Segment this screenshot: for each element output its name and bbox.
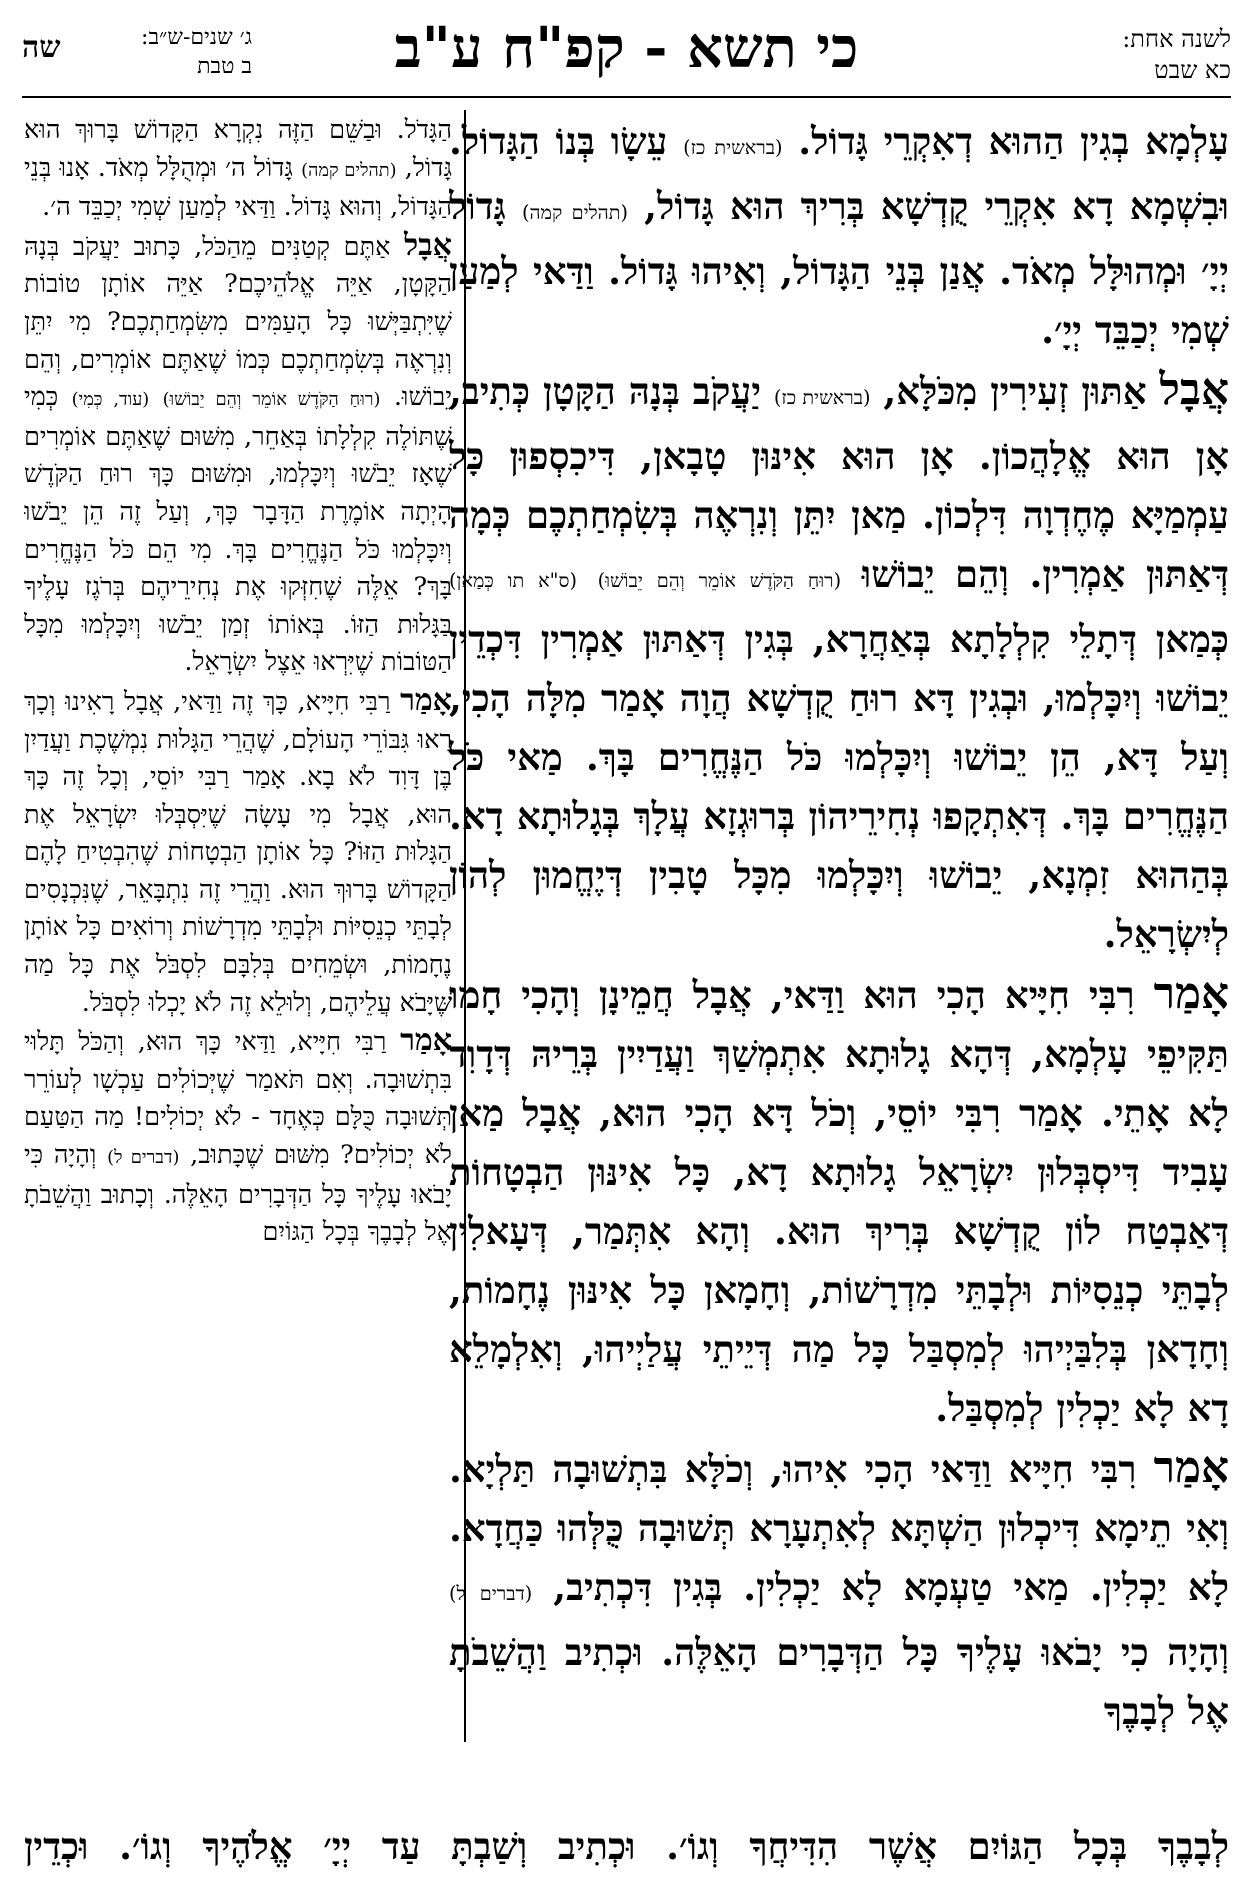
side-p2-lead: אֲבָל	[404, 227, 452, 263]
column-divider	[464, 110, 466, 1742]
main-p2-text3	[577, 552, 598, 596]
header-left-date: ב טבת	[197, 53, 252, 79]
side-p2-citation2: (עוד, כְּמִי)	[71, 389, 150, 411]
main-aramaic-column	[449, 112, 1229, 1742]
main-p3-text: רִבִּי חִיָּיא הָכִי הוּא וַדַּאי, אֲבָל חֲמֵינָן וְהָכִי חָמוּ תַּקִּיפֵי עָלְמָא, דְּהָא גָלוּתָא אִתְמְשַׁךְ וַעֲדַיִין בְּרֵיהּ דְּדָוִד לָא אָתֵי. אָמַר רִבִּי יוֹסֵי, וְכֹל דָּא הָכִי הוּא, אֲבָל מַאן עָבִיד דִּיסְבְּלוּן יִשְׂרָאֵל גָלוּתָא דָא, כָּל אִינּוּן הַבְטָחוֹת דְּאַבְטַח לוֹן קֻדְשָׁא בְּרִיךְ הוּא. וְהָא אִתְּמַר, דְּעָאלִין לְבָתֵּי כְנֵסִיּוֹת וּלְבָתֵּי מִדְרָשׁוֹת, וְחָמָאן כָּל אִינּוּן נֶחָמוֹת, וְחָדָאן בְּלִבַּיְיהוּ לְמִסְבַּל כָּל מַה דְּיֵיתֵי עֲלַיְיהוּ, וְאִלְמָלֵא דָא לָא יַכְלִין לְמִסְבַּל.	[449, 973, 1229, 1430]
main-p1-text2: עֵשָׂו בְּנוֹ הַגָּדוֹל. וּבִשְׁמָא דָא אִקְרֵי קֻדְשָׁא בְּרִיךְ הוּא גָּדוֹל,	[449, 119, 1229, 228]
main-p2-text4: כְּמַאן דְּתָלֵי קִלְלָתָא בְּאַחֲרָא, בְּגִין דְּאַתּוּן אַמְרִין דִּכְדֵין יֵבוֹשׁוּ וְיִכָּלְמוּ, וּבְגִין דָּא רוּחַ קֻדְשָׁא הֲוָה אָמַר מִלָּה הָכִי, וְעַל דָּא, הֵן יֵבוֹשׁוּ וְיִכָּלְמוּ כֹּל הַנֶּחֱרִים בָּךְ. מַאי כֹּל הַנֶּחֱרִים בָּךְ. דְּאִתְקָפוּ נְחִירֵיהוֹן בְּרוּגְזָא עֲלָךְ בְּגָלוּתָא דָא. בְּהַהוּא זִמְנָא, יֵבוֹשׁוּ וְיִכָּלְמוּ מִכָּל טָבִין דְּיֶחֱמוּן לְהוֹן לְיִשְׂרָאֵל.	[449, 617, 1229, 956]
main-p4-text: רִבִּי חִיָּיא וַדַּאי הָכִי אִיהוּ, וְכֹלָּא בִּתְשׁוּבָה תַּלְיָא. וְאִי תֵימָא דִּיכְלוּן הַשְׁתָּא לְאִתְעָרָא תְּשׁוּבָה כֻּלְּהוּ כַּחֲדָא. לָא יַכְלִין. מַאי טַעְמָא לָא יַכְלִין. בְּגִין דִּכְתִיב,	[449, 1447, 1229, 1609]
bottom-full-width-line: לְבָבֶךָ בְּכָל הַגּוֹיִם אֲשֶׁר הִדִּיחֲךָ וְגוֹ׳. וּכְתִיב וְשַׁבְתָּ עַד יְיָ׳ אֱלֹהֶיךָ וְגוֹ׳. וּכְדֵין	[24, 1824, 1229, 1868]
side-p1-citation: (תהלים קמה)	[301, 159, 397, 181]
main-p1-text3: גָּדוֹל יְיָ׳ וּמְהוּלָּל מְאֹד. אֲנַן בְּנֵי הַגָּדוֹל, וְאִיהוּ גָּדוֹל. וַדַּאי לְמַעַן שְׁמִי יְכַבֵּד יְיָ׳.	[449, 184, 1229, 352]
main-p2-citation: (בראשית כז)	[773, 386, 871, 409]
side-p1-text: הַגָּדֹל. וּבַשֵּׁם הַזֶּה נִקְרָא הַקָּדוֹשׁ בָּרוּךְ הוּא גָּדוֹל,	[24, 115, 452, 183]
side-p2-text3: כְּמִי שֶׁתּוֹלֶה קִלְלָתוֹ בְּאַחֵר, מִשּׁוּם שֶׁאַתֶּם אוֹמְרִים שֶׁאָז יֵבֹשׁוּ וְיִכָּלְמוּ, וּמִשּׁוּם כָּךְ רוּחַ הַקֹּדֶשׁ הָיְתָה אוֹמֶרֶת הַדָּבָר כָּךְ, וְעַל זֶה הֵן יֵבֹשׁוּ וְיִכָּלְמוּ כֹּל הַנֶּחֱרִים בָּךְ. מִי הֵם כֹּל הַנֶּחֱרִים בָּךְ? אֵלֶּה שֶׁחִזְּקוּ אֶת נְחִירֵיהֶם בְּרֹגֶז עָלֶיךָ בַּגָּלוּת הַזּוֹ. בְּאוֹתוֹ זְמַן יֵבֹשׁוּ וְיִכָּלְמוּ מִכָּל הַטּוֹבוֹת שֶׁיִּרְאוּ אֵצֶל יִשְׂרָאֵל.	[24, 382, 452, 678]
main-paragraph-4	[449, 1438, 1229, 1741]
main-p2-lead: אֲבָל	[1159, 364, 1229, 415]
main-p1-citation: (בראשית כז)	[683, 136, 783, 159]
main-p4-lead: אָמַר	[1153, 1442, 1229, 1493]
side-p2-citation: (רוּחַ הַקֹּדֶשׁ אוֹמֵר וְהֵם יֵבוֹשׁוּ)	[162, 389, 381, 411]
side-p3-text: רַבִּי חִיָּיא, כָּךְ זֶה וַדַּאי, אֲבָל רָאִינוּ וְכָךְ רָאוּ גִּבּוֹרֵי הָעוֹלָם, שֶׁהֲרֵי הַגָּלוּת נִמְשֶׁכֶת וַעֲדַיִן בֶּן דָּוִד לֹא בָא. אָמַר רַבִּי יוֹסֵי, וְכָל זֶה כָּךְ הוּא, אֲבָל מִי עָשָׂה שֶׁיִּסְבְּלוּ יִשְׂרָאֵל אֶת הַגָּלוּת הַזּוֹ? כָּל אוֹתָן הַבְטָחוֹת שֶׁהִבְטִיחַ לָהֶם הַקָּדוֹשׁ בָּרוּךְ הוּא. וַהֲרֵי זֶה נִתְבָּאֵר, שֶׁנִּכְנָסִים לְבָתֵּי כְנֵסִיּוֹת וּלְבָתֵּי מִדְרָשׁוֹת וְרוֹאִים כָּל אוֹתָן נֶחָמוֹת, וּשְׂמֵחִים בְּלִבָּם לִסְבֹּל אֶת כָּל מַה שֶּׁיָּבֹא עֲלֵיהֶם, וְלוּלֵא זֶה לֹא יָכְלוּ לִסְבֹּל.	[24, 686, 452, 1018]
header-rule	[22, 96, 1231, 98]
main-p2-text: אַתּוּן זְעִירִין מִכֹּלָּא,	[870, 369, 1160, 413]
side-paragraph-1	[24, 112, 452, 227]
main-p1-citation2: (תהלים קמה)	[521, 201, 628, 224]
side-p2-text: אַתֶּם קְטַנִּים מֵהַכֹּל, כָּתוּב יַעֲקֹב בְּנָהּ הַקָּטָן, אַיֵּה אֱלֹהֵיכֶם? אַיֵּה אוֹתָן טוֹבוֹת שֶׁיִּתְבַּיְּשׁוּ כָּל הָעַמִּים מִשִּׂמְחַתְכֶם? מִי יִתֵּן וְנִרְאֶה בְּשִׂמְחַתְכֶם כְּמוֹ שֶׁאַתֶּם אוֹמְרִים, וְהֵם יֵבוֹשׁוּ.	[24, 231, 452, 413]
main-p3-lead: אָמַר	[1153, 968, 1229, 1019]
side-p1-text2: גָּדוֹל ה׳ וּמְהֻלָּל מְאֹד. אָנוּ בְּנֵי הַגָּדוֹל, וְהוּא גָּדוֹל. וַדַּאי לְמַעַן שְׁמִי יְכַבֵּד ה׳.	[24, 152, 452, 223]
side-p4-lead: אָמַר	[400, 1023, 452, 1059]
header-date-one-year	[1041, 24, 1231, 86]
main-p2-citation2: (רוּחַ הַקֹּדֶשׁ אוֹמֵר וְהֵם יֵבוֹשׁוּ)	[597, 569, 842, 592]
header-left-label: ג׳ שנים-ש״ב:	[141, 25, 252, 50]
side-paragraph-3	[24, 682, 452, 1022]
main-paragraph-1	[449, 112, 1229, 360]
header-right-label: לשנה אחת:	[1122, 25, 1231, 53]
page-title: כי תשא - קפ"ח ע"ב	[394, 15, 859, 81]
header-right-date: כא שבט	[1154, 56, 1231, 85]
side-paragraph-2	[24, 227, 452, 682]
main-p2-text2: יַעֲקֹב בְּנָהּ הַקָּטָן כְּתִיב, אָן הוּא אֱלָהֲכוֹן. אָן הוּא אִינּוּן טָבָאן, דִּיכִסְפוּן כָּל עַמְמַיָּא מֶחֶדְוָה דִּלְכוֹן. מַאן יִתֵּן וְנִרְאֶה בְּשִׂמְחַתְכֶם כְּמָה דְּאַתּוּן אַמְרִין. וְהֵם יֵבוֹשׁוּ	[449, 369, 1229, 596]
main-p2-citation3: (ס"א תו כְּמַאן)	[449, 569, 577, 592]
main-paragraph-2	[449, 360, 1229, 964]
side-p4-text2: וְהָיָה כִּי יָבֹאוּ עָלֶיךָ כָּל הַדְּבָרִים הָאֵלֶּה. וְכָתוּב וַהֲשֵׁבֹתָ אֶל לְבָבֶךָ בְּכָל הַגּוֹיִם	[24, 1140, 452, 1248]
side-p2-text2	[149, 382, 162, 412]
main-p4-text2: וְהָיָה כִי יָבֹאוּ עָלֶיךָ כָּל הַדְּבָרִים הָאֵלֶּה. וּכְתִיב וַהֲשֵׁבֹתָ אֶל לְבָבֶךָ	[449, 1630, 1229, 1733]
header-left-meta	[72, 24, 252, 81]
side-paragraph-4	[24, 1022, 452, 1252]
main-paragraph-3	[449, 964, 1229, 1438]
side-p4-text: רַבִּי חִיָּיא, וַדַּאי כָּךְ הוּא, וְהַכֹּל תָּלוּי בִּתְשׁוּבָה. וְאִם תֹּאמַר שֶׁיְּכוֹלִים עַכְשָׁו לְעוֹרֵר תְּשׁוּבָה כֻּלָּם כְּאֶחָד - לֹא יְכוֹלִים! מַה הַטַּעַם לֹא יְכוֹלִים? מִשּׁוּם שֶׁכָּתוּב,	[24, 1027, 452, 1171]
main-p1-text: עָלְמָא בְגִין הַהוּא דְאִקְרֵי גָּדוֹל.	[782, 119, 1229, 163]
main-p4-citation: (דברים ל)	[449, 1582, 533, 1605]
page-number: שה	[22, 30, 61, 65]
side-p3-lead: אָמַר	[400, 682, 452, 718]
side-p4-citation: (דברים ל)	[107, 1147, 180, 1169]
side-hebrew-translation-column	[24, 112, 452, 1742]
